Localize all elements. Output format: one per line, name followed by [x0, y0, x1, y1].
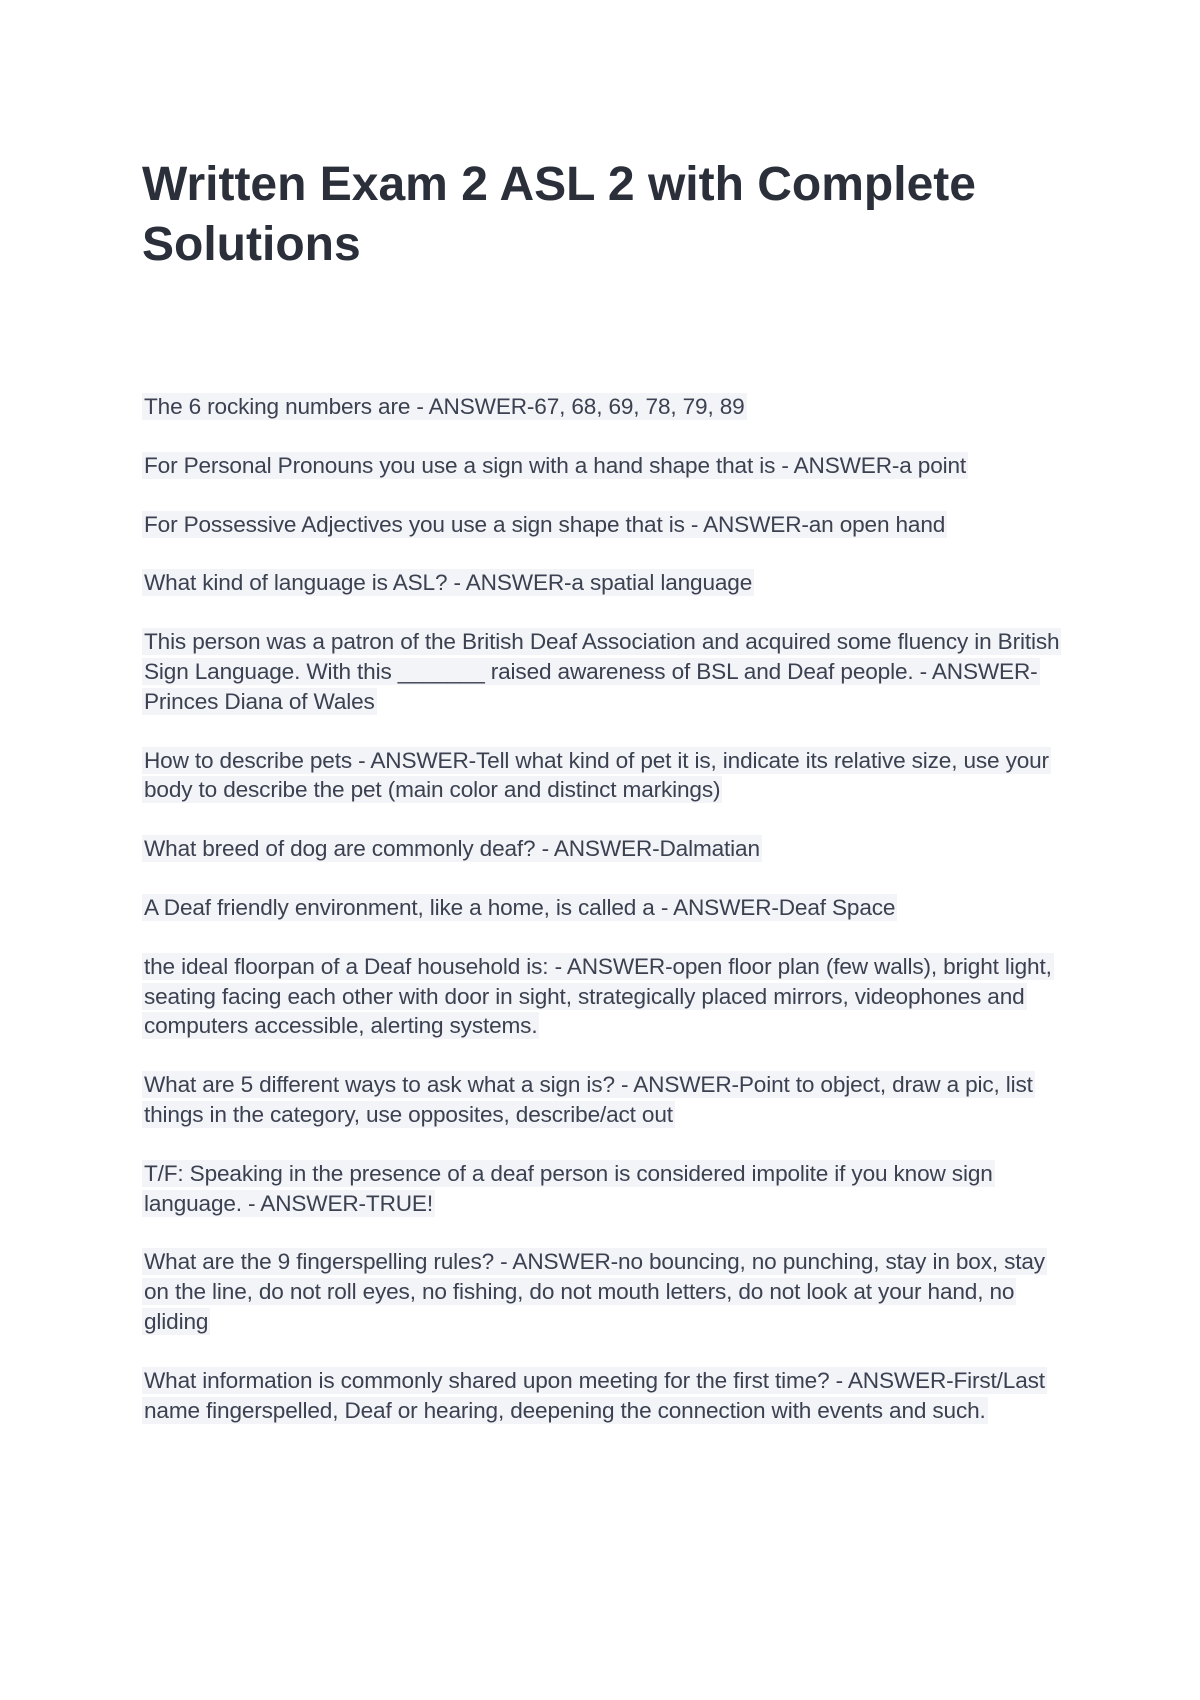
qa-item-text: What are 5 different ways to ask what a sign is? - ANSWER-Point to object, draw a pic, list things in the category, use opposites, describe/act out	[144, 1072, 1033, 1127]
qa-item-text: What kind of language is ASL? - ANSWER-a spatial language	[144, 570, 753, 596]
qa-item	[142, 952, 1060, 1041]
qa-item-text: The 6 rocking numbers are - ANSWER-67, 68, 69, 78, 79, 89	[144, 394, 745, 419]
qa-list	[142, 392, 1060, 1454]
qa-item-text: For Personal Pronouns you use a sign with a hand shape that is - ANSWER-a point	[144, 452, 967, 478]
qa-item	[142, 1070, 1060, 1130]
qa-item-text: What are the 9 fingerspelling rules? - ANSWER-no bouncing, no punching, stay in box, stay on the line, do not roll eyes, no fishing, do not mouth letters, do not look at your hand, no gliding	[144, 1249, 1045, 1334]
qa-item	[142, 1159, 1060, 1219]
qa-item	[142, 1366, 1060, 1426]
qa-item-text: How to describe pets - ANSWER-Tell what kind of pet it is, indicate its relative size, use your body to describe the pet (main color and distinct markings)	[144, 747, 1049, 803]
qa-item	[142, 834, 1060, 864]
qa-item-text: This person was a patron of the British Deaf Association and acquired some fluency in British Sign Language. With this _______ raised awareness of BSL and Deaf people. - ANSWER-Princes Diana of Wales	[144, 629, 1060, 714]
qa-item-text: What information is commonly shared upon meeting for the first time? - ANSWER-First/Last name fingerspelled, Deaf or hearing, deepening the connection with events and such.	[144, 1367, 1045, 1423]
qa-item-text: A Deaf friendly environment, like a home, is called a - ANSWER-Deaf Space	[144, 894, 896, 920]
qa-item-text: the ideal floorpan of a Deaf household is: - ANSWER-open floor plan (few walls), bright light, seating facing each other with door in sight, strategically placed mirrors, videophones and computers accessible, alerting systems.	[144, 953, 1052, 1039]
document-title: Written Exam 2 ASL 2 with Complete Solutions	[142, 158, 976, 271]
qa-item	[142, 392, 1060, 422]
qa-item	[142, 510, 1060, 540]
qa-item-text: What breed of dog are commonly deaf? - ANSWER-Dalmatian	[144, 836, 760, 862]
qa-item	[142, 451, 1060, 481]
qa-item	[142, 746, 1060, 806]
qa-item-text: For Possessive Adjectives you use a sign shape that is - ANSWER-an open hand	[144, 511, 946, 537]
qa-item-text: T/F: Speaking in the presence of a deaf person is considered impolite if you know sign language. - ANSWER-TRUE!	[144, 1160, 993, 1216]
qa-item	[142, 1247, 1060, 1336]
qa-item	[142, 568, 1060, 598]
qa-item	[142, 627, 1060, 716]
qa-item	[142, 893, 1060, 923]
